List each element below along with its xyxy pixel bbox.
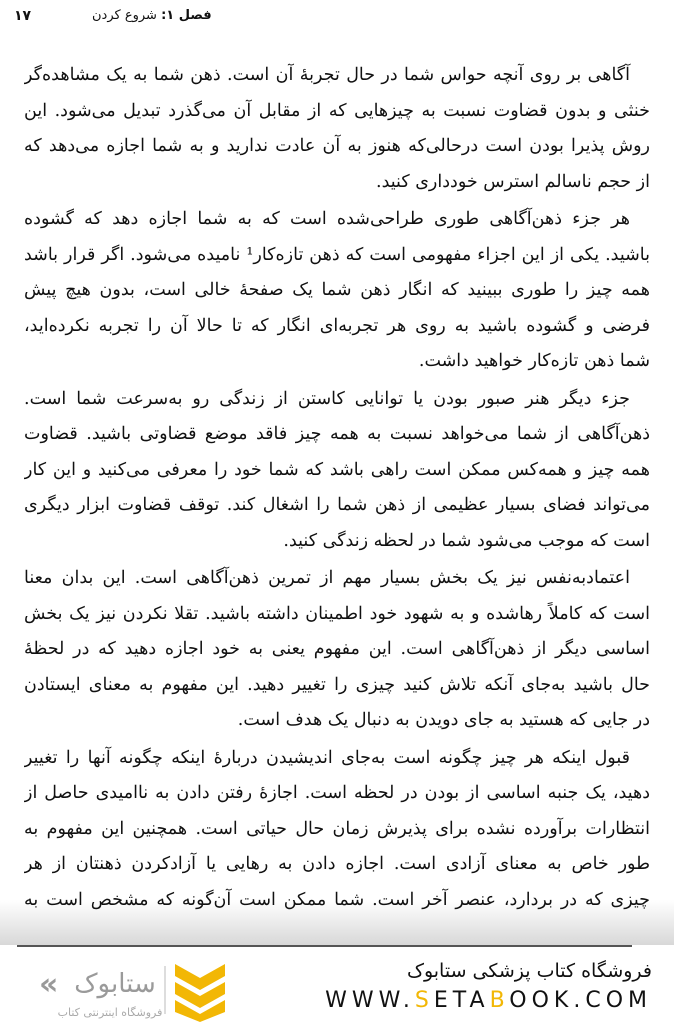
text-line: شما ذهن تازه‌کار خواهید داشت.	[418, 351, 650, 371]
text-line: باشید. یکی از این اجزاء مفهومی است که ذهن تازه‌کار¹ نامیده می‌شود. اگر قرار باشد	[24, 244, 650, 265]
paragraph	[24, 202, 650, 380]
text-line: انتظارات برآورده نشده برای پذیرش زمان حال حیاتی است. همچنین این مفهوم به	[24, 818, 650, 839]
text-line: روش پذیرا بودن است درحالی‌که هنوز به آن عادت ندارید و به شما اجازه می‌دهد که	[24, 136, 650, 156]
text-line: قبول اینکه هر چیز چگونه است به‌جای اندیشیدن دربارهٔ اینکه چگونه آنها را تغییر	[24, 747, 630, 768]
text-line: آگاهی بر روی آنچه حواس شما در حال تجربهٔ آن است. ذهن شما به یک مشاهده‌گر	[24, 65, 630, 85]
body-text	[24, 58, 650, 920]
url-part: WWW.	[325, 988, 415, 1013]
page-number: ۱۷	[14, 8, 32, 24]
text-line: اساسی دیگر از ذهن‌آگاهی است. این مفهوم یعنی به خود اجازه دهید که در لحظهٔ	[24, 639, 650, 659]
text-line: است که کاملاً رهاشده و به شهود خود اطمینان داشته باشید. تقلا نکردن نیز یک بخش	[24, 603, 650, 624]
double-chevron-icon: «	[39, 967, 59, 1002]
url-part: S	[414, 988, 434, 1013]
text-line: است که موجب می‌شود شما در لحظه زندگی کنید.	[283, 530, 650, 551]
logo-wordmark: ستابوک	[74, 969, 156, 999]
paragraph	[24, 561, 650, 739]
logo-subtitle: فروشگاه اینترنتی کتاب	[57, 1006, 163, 1019]
text-line: دهید، یک جنبه اساسی از بودن در لحظه است. اجازهٔ رفتن دادن به ناامیدی حاصل از	[24, 783, 650, 803]
paragraph	[24, 382, 650, 560]
text-line: همه چیز را طوری ببینید که انگار ذهن شما یک صفحهٔ خالی است، بدون هیچ پیش	[24, 280, 650, 300]
chevron-logo-icon	[175, 964, 225, 1022]
text-line: هر جزء ذهن‌آگاهی طوری طراحی‌شده است که به شما اجازه دهد که گشوده	[24, 209, 630, 229]
setabook-logo	[25, 956, 265, 1022]
publisher-footer	[0, 948, 674, 1023]
text-line: ذهن‌آگاهی از شما می‌خواهد نسبت به همه چیز فاقد موضع قضاوتی باشید. قضاوت	[24, 424, 650, 444]
text-line: جزء دیگر هنر صبور بودن یا توانایی کاستن از زندگی رو به‌سرعت شما است.	[24, 388, 630, 409]
text-line: فرضی و گشوده باشید به روی هر تجربه‌ای انگار که تا حالا آن را تجربه نکرده‌اید،	[24, 315, 650, 336]
url-part: OOK.COM	[509, 988, 652, 1013]
running-header	[92, 8, 212, 23]
url-part: ETA	[433, 988, 490, 1013]
text-line: حال باشید به‌جای آنکه تلاش کنید چیزی را تغییر دهید. این مفهوم به معنای ایستادن	[24, 674, 650, 695]
footer-divider	[17, 945, 632, 947]
chapter-title: شروع کردن	[92, 8, 157, 23]
text-line: همه چیز و همه‌کس ممکن است راهی باشد که شما خود را معرفی می‌کنید و این کار	[24, 459, 650, 480]
chapter-label: فصل ۱:	[161, 8, 212, 23]
text-line: خنثی و بدون قضاوت نسبت به چیزهایی که از مقابل آن می‌گذرد تبدیل می‌شود. این	[24, 100, 650, 121]
store-name: فروشگاه کتاب پزشکی ستابوک	[406, 960, 652, 982]
text-line: می‌تواند فضای بسیار عظیمی از ذهن شما را اشغال کند. توقف قضاوت ابزار دیگری	[24, 495, 650, 515]
paragraph	[24, 58, 650, 200]
text-line: چیزی که در بردارد، عنصر آخر است. شما ممکن است آن‌گونه که مشخص است به	[24, 889, 650, 910]
text-line: طور خاص به معنای آزادی است. اجازه دادن به رهایی یا آزادکردن ذهنتان از هر	[24, 854, 650, 874]
text-line: در جایی که هستید به جای دویدن به دنبال یک هدف است.	[237, 710, 650, 730]
store-url[interactable]	[325, 988, 652, 1013]
paragraph	[24, 741, 650, 919]
text-line: از حجم ناسالم استرس خودداری کنید.	[376, 171, 650, 192]
url-part: B	[489, 988, 510, 1013]
text-line: اعتمادبه‌نفس نیز یک بخش بسیار مهم از تمرین ذهن‌آگاهی است. این بدان معنا	[24, 568, 630, 588]
